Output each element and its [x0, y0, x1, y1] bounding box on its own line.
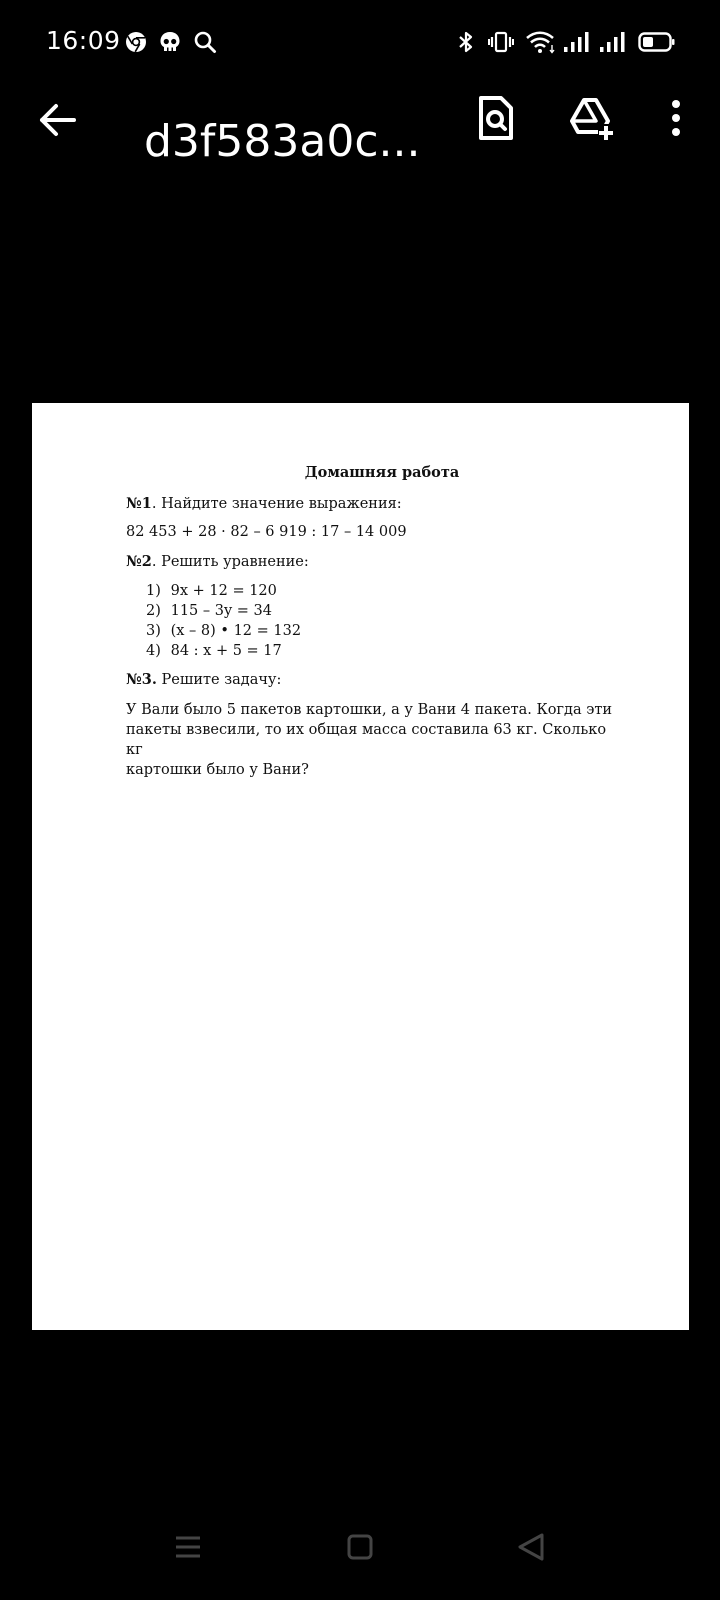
clock: 16:09: [46, 26, 121, 55]
wifi-icon: [525, 30, 557, 54]
task3-heading: [126, 671, 281, 688]
problem-line: У Вали было 5 пакетов картошки, а у Вани 4 пакета. Когда эти: [126, 702, 613, 718]
app-bar: [0, 88, 720, 178]
more-vert-icon[interactable]: [652, 94, 700, 142]
equation-item: 2) 115 – 3y = 34: [146, 603, 272, 619]
task1-expression: 82 453 + 28 · 82 – 6 919 : 17 – 14 009: [126, 524, 407, 540]
signal-icon: [599, 30, 627, 54]
document-page[interactable]: [32, 403, 689, 1330]
task3-label: №3.: [126, 671, 157, 688]
add-to-drive-icon[interactable]: [566, 94, 614, 142]
arrow-back-icon[interactable]: [34, 96, 82, 144]
status-bar: [0, 0, 720, 88]
bluetooth-icon: [455, 30, 477, 54]
task2-label: №2: [126, 553, 152, 570]
equation-list: [146, 581, 301, 661]
menu-icon[interactable]: [158, 1520, 218, 1580]
task1-label: №1: [126, 495, 152, 512]
vibrate-icon: [488, 30, 514, 54]
back-triangle-icon[interactable]: [502, 1520, 562, 1580]
equation-item: 1) 9x + 12 = 120: [146, 583, 277, 599]
document-title: Домашняя работа: [304, 464, 460, 481]
task3-problem: [126, 700, 626, 780]
chrome-icon: [124, 30, 148, 54]
task3-text: Решите задачу:: [156, 672, 282, 688]
task2-text: . Решить уравнение:: [151, 554, 309, 570]
search-icon: [193, 30, 217, 54]
battery-icon: [638, 30, 676, 54]
skull-icon: [158, 30, 182, 54]
problem-line: картошки было у Вани?: [126, 762, 309, 778]
document-search-icon[interactable]: [472, 94, 520, 142]
equation-item: 3) (x – 8) • 12 = 132: [146, 623, 302, 639]
signal-icon: [563, 30, 591, 54]
navigation-bar: [0, 1520, 720, 1600]
task1-heading: [126, 495, 402, 512]
equation-item: 4) 84 : x + 5 = 17: [146, 643, 282, 659]
problem-line: пакеты взвесили, то их общая масса составила 63 кг. Сколько кг: [126, 722, 607, 758]
task2-heading: [126, 553, 309, 570]
home-icon[interactable]: [330, 1520, 390, 1580]
file-name-title: d3f583a0c...: [144, 116, 421, 167]
task1-text: . Найдите значение выражения:: [151, 496, 402, 512]
